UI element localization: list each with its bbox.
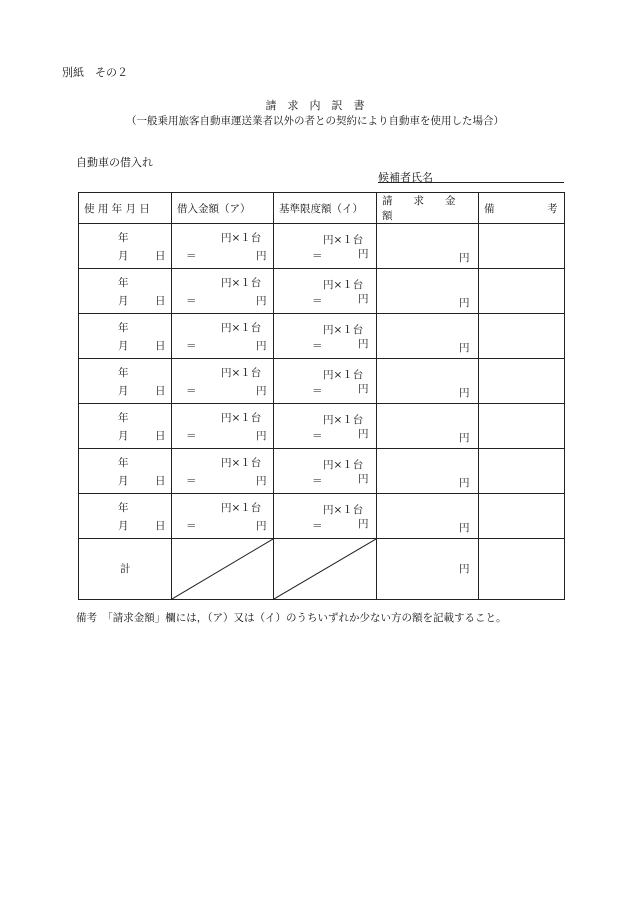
yen-unit: 円 <box>256 295 267 307</box>
total-label: 計 <box>120 563 131 575</box>
day-unit: 日 <box>155 340 166 352</box>
equals-sign: ＝ <box>312 250 323 262</box>
yen-unit: 円 <box>459 387 470 399</box>
yen-unit: 円 <box>358 383 369 395</box>
table-row <box>79 314 565 359</box>
standard-limit-cell[interactable] <box>274 269 377 314</box>
equals-sign: ＝ <box>312 385 323 397</box>
rate-label: 円×１台 <box>323 234 364 246</box>
table-row <box>79 449 565 494</box>
request-breakdown-table <box>78 192 565 600</box>
day-unit: 日 <box>155 385 166 397</box>
yen-unit: 円 <box>459 522 470 534</box>
standard-limit-cell[interactable] <box>274 449 377 494</box>
yen-unit: 円 <box>256 250 267 262</box>
rate-label: 円×１台 <box>221 232 262 244</box>
equals-sign: ＝ <box>312 520 323 532</box>
year-unit: 年 <box>118 502 129 514</box>
diagonal-slash <box>172 539 273 599</box>
year-unit: 年 <box>118 457 129 469</box>
total-remarks-cell[interactable] <box>479 539 565 600</box>
usage-date-cell[interactable] <box>79 494 172 539</box>
total-limit-cell <box>274 539 377 600</box>
diagonal-slash <box>274 539 376 599</box>
rate-label: 円×１台 <box>221 457 262 469</box>
remarks-cell[interactable] <box>479 224 565 269</box>
rental-amount-cell[interactable] <box>172 449 274 494</box>
rate-label: 円×１台 <box>323 324 364 336</box>
remarks-cell[interactable] <box>479 404 565 449</box>
month-unit: 月 <box>118 250 129 262</box>
header-request-amount: 請 求 金 額 <box>377 193 479 224</box>
equals-sign: ＝ <box>312 475 323 487</box>
day-unit: 日 <box>155 475 166 487</box>
yen-unit: 円 <box>459 432 470 444</box>
equals-sign: ＝ <box>186 385 197 397</box>
year-unit: 年 <box>118 412 129 424</box>
total-label-cell <box>79 539 172 600</box>
month-unit: 月 <box>118 520 129 532</box>
usage-date-cell[interactable] <box>79 359 172 404</box>
standard-limit-cell[interactable] <box>274 224 377 269</box>
header-usage-date: 使 用 年 月 日 <box>79 193 172 224</box>
rate-label: 円×１台 <box>323 414 364 426</box>
year-unit: 年 <box>118 367 129 379</box>
request-amount-cell[interactable] <box>377 224 479 269</box>
table-row <box>79 224 565 269</box>
yen-unit: 円 <box>459 297 470 309</box>
standard-limit-cell[interactable] <box>274 359 377 404</box>
rate-label: 円×１台 <box>323 369 364 381</box>
yen-unit: 円 <box>459 252 470 264</box>
month-unit: 月 <box>118 385 129 397</box>
equals-sign: ＝ <box>186 250 197 262</box>
rate-label: 円×１台 <box>323 279 364 291</box>
year-unit: 年 <box>118 322 129 334</box>
remarks-cell[interactable] <box>479 314 565 359</box>
yen-unit: 円 <box>256 430 267 442</box>
yen-unit: 円 <box>358 293 369 305</box>
yen-unit: 円 <box>256 385 267 397</box>
header-label: 別紙 その２ <box>62 66 128 79</box>
header-standard-limit: 基準限度額（イ） <box>274 193 377 224</box>
year-unit: 年 <box>118 232 129 244</box>
rental-amount-cell[interactable] <box>172 314 274 359</box>
request-amount-cell[interactable] <box>377 359 479 404</box>
document-title: 請 求 内 訳 書 <box>265 99 365 112</box>
yen-unit: 円 <box>256 340 267 352</box>
month-unit: 月 <box>118 295 129 307</box>
rate-label: 円×１台 <box>221 367 262 379</box>
yen-unit: 円 <box>358 473 369 485</box>
rental-amount-cell[interactable] <box>172 269 274 314</box>
yen-unit: 円 <box>358 248 369 260</box>
rate-label: 円×１台 <box>221 322 262 334</box>
usage-date-cell[interactable] <box>79 314 172 359</box>
usage-date-cell[interactable] <box>79 224 172 269</box>
table-row <box>79 494 565 539</box>
usage-date-cell[interactable] <box>79 269 172 314</box>
usage-date-cell[interactable] <box>79 404 172 449</box>
table-row <box>79 269 565 314</box>
yen-unit: 円 <box>256 475 267 487</box>
day-unit: 日 <box>155 295 166 307</box>
table-total-row <box>79 539 565 600</box>
request-amount-cell[interactable] <box>377 494 479 539</box>
month-unit: 月 <box>118 475 129 487</box>
remarks-cell[interactable] <box>479 269 565 314</box>
standard-limit-cell[interactable] <box>274 404 377 449</box>
footnote: 備考 「請求金額」欄には，（ア）又は（イ）のうちいずれか少ない方の額を記載すること。 <box>76 612 507 624</box>
equals-sign: ＝ <box>312 295 323 307</box>
equals-sign: ＝ <box>312 430 323 442</box>
table-header-row <box>79 193 565 224</box>
request-amount-cell[interactable] <box>377 269 479 314</box>
table-row <box>79 404 565 449</box>
section-label: 自動車の借入れ <box>76 156 153 169</box>
usage-date-cell[interactable] <box>79 449 172 494</box>
equals-sign: ＝ <box>312 340 323 352</box>
document-subtitle: （一般乗用旅客自動車運送業者以外の者との契約により自動車を使用した場合） <box>126 115 504 127</box>
total-rental-cell <box>172 539 274 600</box>
request-amount-cell[interactable] <box>377 314 479 359</box>
year-unit: 年 <box>118 277 129 289</box>
header-remarks: 備 考 <box>479 193 565 224</box>
month-unit: 月 <box>118 340 129 352</box>
rental-amount-cell[interactable] <box>172 494 274 539</box>
month-unit: 月 <box>118 430 129 442</box>
request-amount-cell[interactable] <box>377 404 479 449</box>
yen-unit: 円 <box>459 477 470 489</box>
equals-sign: ＝ <box>186 520 197 532</box>
candidate-name-label: 候補者氏名 <box>378 171 433 184</box>
remarks-cell[interactable] <box>479 449 565 494</box>
yen-unit: 円 <box>358 338 369 350</box>
day-unit: 日 <box>155 520 166 532</box>
day-unit: 日 <box>155 250 166 262</box>
remarks-cell[interactable] <box>479 359 565 404</box>
request-amount-cell[interactable] <box>377 449 479 494</box>
remarks-cell[interactable] <box>479 494 565 539</box>
candidate-name-line <box>378 182 564 183</box>
rate-label: 円×１台 <box>221 277 262 289</box>
rate-label: 円×１台 <box>323 459 364 471</box>
standard-limit-cell[interactable] <box>274 494 377 539</box>
header-rental-amount: 借入金額（ア） <box>172 193 274 224</box>
total-request-cell[interactable] <box>377 539 479 600</box>
yen-unit: 円 <box>256 520 267 532</box>
table-row <box>79 359 565 404</box>
yen-unit: 円 <box>459 342 470 354</box>
day-unit: 日 <box>155 430 166 442</box>
rental-amount-cell[interactable] <box>172 359 274 404</box>
equals-sign: ＝ <box>186 475 197 487</box>
rate-label: 円×１台 <box>221 412 262 424</box>
equals-sign: ＝ <box>186 430 197 442</box>
equals-sign: ＝ <box>186 295 197 307</box>
rental-amount-cell[interactable] <box>172 224 274 269</box>
rental-amount-cell[interactable] <box>172 404 274 449</box>
equals-sign: ＝ <box>186 340 197 352</box>
rate-label: 円×１台 <box>221 502 262 514</box>
total-yen-unit: 円 <box>459 563 470 575</box>
yen-unit: 円 <box>358 428 369 440</box>
yen-unit: 円 <box>358 518 369 530</box>
rate-label: 円×１台 <box>323 504 364 516</box>
standard-limit-cell[interactable] <box>274 314 377 359</box>
